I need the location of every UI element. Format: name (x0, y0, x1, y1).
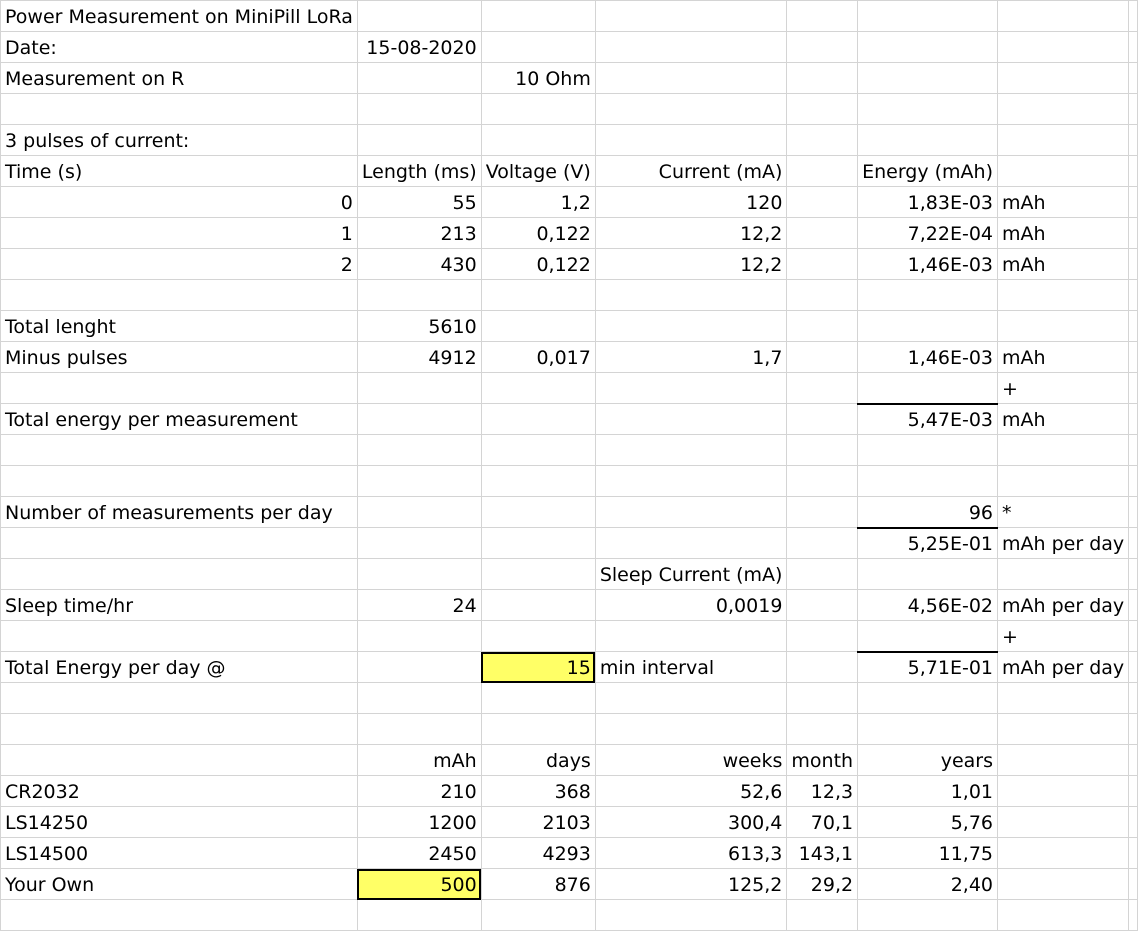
cell[interactable] (481, 311, 595, 342)
cell[interactable] (787, 156, 858, 187)
pulse-current-cell[interactable]: 12,2 (595, 249, 787, 280)
cell[interactable] (1129, 404, 1138, 435)
battery-name-cell[interactable]: LS14250 (1, 807, 358, 838)
pulse-length-cell[interactable]: 213 (357, 218, 481, 249)
cell[interactable] (357, 94, 481, 125)
battery-header-month-cell[interactable]: month (787, 745, 858, 776)
cell[interactable] (1129, 187, 1138, 218)
total-day-value-cell[interactable]: 5,71E-01 (858, 652, 998, 683)
battery-days-cell[interactable]: 876 (481, 869, 595, 900)
cell[interactable] (787, 714, 858, 745)
cell[interactable] (787, 497, 858, 528)
header-time-cell[interactable]: Time (s) (1, 156, 358, 187)
battery-name-cell[interactable]: CR2032 (1, 776, 358, 807)
cell[interactable] (357, 435, 481, 466)
cell[interactable] (595, 373, 787, 404)
cell[interactable] (357, 373, 481, 404)
cell[interactable] (998, 683, 1129, 714)
cell[interactable] (1129, 125, 1138, 156)
sheet-row (1, 1, 1138, 32)
sheet-row (1, 342, 1138, 373)
cell[interactable] (357, 621, 481, 652)
cell[interactable] (1, 621, 358, 652)
cell[interactable] (1129, 745, 1138, 776)
minus-pulses-current-cell[interactable]: 1,7 (595, 342, 787, 373)
pulse-energy-cell[interactable]: 1,83E-03 (858, 187, 998, 218)
cell[interactable] (1129, 342, 1138, 373)
cell[interactable] (998, 280, 1129, 311)
cell[interactable] (595, 94, 787, 125)
cell[interactable] (998, 714, 1129, 745)
cell[interactable] (357, 466, 481, 497)
cell[interactable] (787, 528, 858, 559)
cell[interactable] (787, 63, 858, 94)
battery-mah-cell[interactable]: 210 (357, 776, 481, 807)
cell[interactable] (787, 652, 858, 683)
cell[interactable] (858, 435, 998, 466)
cell[interactable] (595, 466, 787, 497)
cell[interactable] (787, 249, 858, 280)
battery-days-cell[interactable]: 2103 (481, 807, 595, 838)
cell[interactable] (481, 497, 595, 528)
pulse-voltage-cell[interactable]: 0,122 (481, 249, 595, 280)
cell[interactable] (998, 466, 1129, 497)
header-voltage-cell[interactable]: Voltage (V) (481, 156, 595, 187)
battery-years-cell[interactable]: 2,40 (858, 869, 998, 900)
sheet-row (1, 497, 1138, 528)
sheet-row (1, 280, 1138, 311)
battery-month-cell[interactable]: 70,1 (787, 807, 858, 838)
cell[interactable] (787, 373, 858, 404)
cell[interactable] (998, 559, 1129, 590)
cell[interactable] (595, 528, 787, 559)
cell[interactable] (357, 497, 481, 528)
table-row (1, 187, 1138, 218)
energy-per-day-value-cell[interactable]: 5,25E-01 (858, 528, 998, 559)
battery-years-cell[interactable]: 11,75 (858, 838, 998, 869)
cell[interactable] (787, 621, 858, 652)
cell[interactable] (787, 32, 858, 63)
cell[interactable] (858, 900, 998, 931)
plus-sign-cell[interactable]: + (998, 373, 1129, 404)
cell[interactable] (1129, 63, 1138, 94)
cell[interactable] (1129, 838, 1138, 869)
cell[interactable] (1, 714, 358, 745)
cell[interactable] (595, 125, 787, 156)
battery-weeks-cell[interactable]: 125,2 (595, 869, 787, 900)
pulse-voltage-cell[interactable]: 0,122 (481, 218, 595, 249)
total-length-value-cell[interactable]: 5610 (357, 311, 481, 342)
battery-years-cell[interactable]: 1,01 (858, 776, 998, 807)
header-current-cell[interactable]: Current (mA) (595, 156, 787, 187)
pulse-time-cell[interactable]: 0 (1, 187, 358, 218)
pulse-current-cell[interactable]: 120 (595, 187, 787, 218)
date-value-cell[interactable]: 15-08-2020 (357, 32, 481, 63)
cell[interactable] (1129, 776, 1138, 807)
cell[interactable] (595, 900, 787, 931)
minus-pulses-energy-cell[interactable]: 1,46E-03 (858, 342, 998, 373)
cell[interactable] (481, 466, 595, 497)
sheet-row (1, 714, 1138, 745)
cell[interactable] (998, 32, 1129, 63)
cell[interactable] (998, 807, 1129, 838)
total-energy-unit-cell[interactable]: mAh (998, 404, 1129, 435)
energy-per-day-unit-cell[interactable]: mAh per day (998, 528, 1129, 559)
battery-month-cell[interactable]: 12,3 (787, 776, 858, 807)
cell[interactable] (858, 559, 998, 590)
cell[interactable] (357, 404, 481, 435)
sheet-row (1, 528, 1138, 559)
cell[interactable] (858, 466, 998, 497)
battery-years-cell[interactable]: 5,76 (858, 807, 998, 838)
cell[interactable] (357, 63, 481, 94)
total-length-label-cell[interactable]: Total lenght (1, 311, 358, 342)
plus-sign-cell[interactable]: + (998, 621, 1129, 652)
cell[interactable] (998, 156, 1129, 187)
cell[interactable] (595, 404, 787, 435)
cell[interactable] (998, 125, 1129, 156)
cell[interactable] (595, 497, 787, 528)
cell[interactable] (595, 621, 787, 652)
pulse-length-cell[interactable]: 430 (357, 249, 481, 280)
cell[interactable] (858, 94, 998, 125)
total-energy-value-cell[interactable]: 5,47E-03 (858, 404, 998, 435)
pulse-time-cell[interactable]: 2 (1, 249, 358, 280)
cell[interactable] (1129, 497, 1138, 528)
cell[interactable] (1129, 32, 1138, 63)
sheet-row (1, 373, 1138, 404)
table-row (1, 218, 1138, 249)
sheet-row (1, 63, 1138, 94)
sum-line-cell[interactable] (858, 621, 998, 652)
cell[interactable] (595, 32, 787, 63)
battery-mah-cell[interactable]: 1200 (357, 807, 481, 838)
cell[interactable] (998, 94, 1129, 125)
cell[interactable] (1, 745, 358, 776)
battery-header-mah-cell[interactable]: mAh (357, 745, 481, 776)
measurements-value-cell[interactable]: 96 (858, 497, 998, 528)
cell[interactable] (858, 1, 998, 32)
battery-days-cell[interactable]: 4293 (481, 838, 595, 869)
cell[interactable] (481, 435, 595, 466)
cell[interactable] (787, 94, 858, 125)
cell[interactable] (1129, 311, 1138, 342)
cell[interactable] (787, 590, 858, 621)
cell[interactable] (998, 311, 1129, 342)
cell[interactable] (357, 559, 481, 590)
cell[interactable] (1129, 435, 1138, 466)
cell[interactable] (1129, 249, 1138, 280)
total-day-label-cell[interactable]: Total Energy per day @ (1, 652, 358, 683)
cell[interactable] (481, 621, 595, 652)
cell[interactable] (595, 683, 787, 714)
cell[interactable] (1129, 373, 1138, 404)
table-row (1, 838, 1138, 869)
battery-weeks-cell[interactable]: 613,3 (595, 838, 787, 869)
sheet-row (1, 435, 1138, 466)
cell[interactable] (787, 218, 858, 249)
pulse-unit-cell[interactable]: mAh (998, 249, 1129, 280)
cell[interactable] (1129, 466, 1138, 497)
times-sign-cell[interactable]: * (998, 497, 1129, 528)
table-row (1, 776, 1138, 807)
cell[interactable] (595, 63, 787, 94)
battery-header-years-cell[interactable]: years (858, 745, 998, 776)
cell[interactable] (787, 683, 858, 714)
measurements-label-cell[interactable]: Number of measurements per day (1, 497, 358, 528)
cell[interactable] (858, 63, 998, 94)
battery-month-cell[interactable]: 143,1 (787, 838, 858, 869)
measurement-label-cell[interactable]: Measurement on R (1, 63, 358, 94)
cell[interactable] (481, 900, 595, 931)
cell[interactable] (481, 683, 595, 714)
cell[interactable] (998, 869, 1129, 900)
cell[interactable] (595, 714, 787, 745)
cell[interactable] (1129, 156, 1138, 187)
cell[interactable] (1129, 559, 1138, 590)
battery-month-cell[interactable]: 29,2 (787, 869, 858, 900)
battery-weeks-cell[interactable]: 52,6 (595, 776, 787, 807)
battery-mah-cell[interactable]: 2450 (357, 838, 481, 869)
cell[interactable] (787, 280, 858, 311)
cell[interactable] (1, 466, 358, 497)
sleep-current-label-cell[interactable]: Sleep Current (mA) (595, 559, 787, 590)
cell[interactable] (858, 125, 998, 156)
cell[interactable] (1129, 280, 1138, 311)
cell[interactable] (787, 404, 858, 435)
cell[interactable] (357, 900, 481, 931)
cell[interactable] (481, 404, 595, 435)
battery-days-cell[interactable]: 368 (481, 776, 595, 807)
cell[interactable] (595, 280, 787, 311)
cell[interactable] (858, 714, 998, 745)
total-energy-label-cell[interactable]: Total energy per measurement (1, 404, 358, 435)
cell[interactable] (481, 32, 595, 63)
sheet-row (1, 900, 1138, 931)
cell[interactable] (357, 280, 481, 311)
cell[interactable] (481, 528, 595, 559)
sheet-row (1, 94, 1138, 125)
header-energy-cell[interactable]: Energy (mAh) (858, 156, 998, 187)
cell[interactable] (357, 125, 481, 156)
battery-weeks-cell[interactable]: 300,4 (595, 807, 787, 838)
sheet-row (1, 311, 1138, 342)
cell[interactable] (1, 683, 358, 714)
minus-pulses-voltage-cell[interactable]: 0,017 (481, 342, 595, 373)
cell[interactable] (1129, 590, 1138, 621)
sheet-row (1, 621, 1138, 652)
battery-header-weeks-cell[interactable]: weeks (595, 745, 787, 776)
cell[interactable] (787, 342, 858, 373)
pulse-unit-cell[interactable]: mAh (998, 218, 1129, 249)
header-length-cell[interactable]: Length (ms) (357, 156, 481, 187)
sheet-row (1, 32, 1138, 63)
cell[interactable] (787, 435, 858, 466)
date-label-cell[interactable]: Date: (1, 32, 358, 63)
sleep-energy-unit-cell[interactable]: mAh per day (998, 590, 1129, 621)
cell[interactable] (1129, 807, 1138, 838)
cell[interactable] (858, 280, 998, 311)
cell[interactable] (1129, 94, 1138, 125)
sheet-row (1, 652, 1138, 683)
cell[interactable] (787, 187, 858, 218)
cell[interactable] (481, 714, 595, 745)
interval-unit-cell[interactable]: min interval (595, 652, 787, 683)
cell[interactable] (998, 745, 1129, 776)
cell[interactable] (1, 373, 358, 404)
cell[interactable] (595, 311, 787, 342)
sheet-title-cell[interactable]: Power Measurement on MiniPill LoRa (1, 1, 358, 32)
cell[interactable] (1, 435, 358, 466)
cell[interactable] (1129, 621, 1138, 652)
cell[interactable] (787, 900, 858, 931)
cell[interactable] (1129, 218, 1138, 249)
cell[interactable] (787, 125, 858, 156)
minus-pulses-unit-cell[interactable]: mAh (998, 342, 1129, 373)
pulse-unit-cell[interactable]: mAh (998, 187, 1129, 218)
sheet-row (1, 125, 1138, 156)
cell[interactable] (858, 683, 998, 714)
cell[interactable] (998, 435, 1129, 466)
cell[interactable] (595, 1, 787, 32)
cell[interactable] (357, 652, 481, 683)
table-row (1, 807, 1138, 838)
cell[interactable] (1129, 714, 1138, 745)
cell[interactable] (357, 528, 481, 559)
battery-name-cell[interactable]: Your Own (1, 869, 358, 900)
pulse-voltage-cell[interactable]: 1,2 (481, 187, 595, 218)
your-own-mah-input-cell[interactable]: 500 (357, 869, 481, 900)
pulse-current-cell[interactable]: 12,2 (595, 218, 787, 249)
cell[interactable] (858, 311, 998, 342)
cell[interactable] (787, 1, 858, 32)
cell[interactable] (998, 1, 1129, 32)
cell[interactable] (998, 63, 1129, 94)
cell[interactable] (481, 280, 595, 311)
cell[interactable] (787, 466, 858, 497)
cell[interactable] (595, 435, 787, 466)
cell[interactable] (1, 559, 358, 590)
cell[interactable] (481, 94, 595, 125)
cell[interactable] (1129, 652, 1138, 683)
cell[interactable] (1, 94, 358, 125)
sheet-row (1, 745, 1138, 776)
cell[interactable] (787, 311, 858, 342)
interval-input-cell[interactable]: 15 (481, 652, 595, 683)
table-row (1, 249, 1138, 280)
measurement-value-cell[interactable]: 10 Ohm (481, 63, 595, 94)
sheet-row (1, 683, 1138, 714)
pulse-energy-cell[interactable]: 7,22E-04 (858, 218, 998, 249)
cell[interactable] (787, 559, 858, 590)
cell[interactable] (1, 280, 358, 311)
sheet-row (1, 559, 1138, 590)
cell[interactable] (998, 776, 1129, 807)
cell[interactable] (481, 590, 595, 621)
sheet-row (1, 404, 1138, 435)
total-day-unit-cell[interactable]: mAh per day (998, 652, 1129, 683)
cell[interactable] (481, 1, 595, 32)
pulses-label-cell[interactable]: 3 pulses of current: (1, 125, 358, 156)
table-row (1, 869, 1138, 900)
battery-header-days-cell[interactable]: days (481, 745, 595, 776)
cell[interactable] (1129, 528, 1138, 559)
battery-name-cell[interactable]: LS14500 (1, 838, 358, 869)
sum-line-cell[interactable] (858, 373, 998, 404)
cell[interactable] (357, 683, 481, 714)
sheet-row (1, 466, 1138, 497)
cell[interactable] (481, 125, 595, 156)
pulse-length-cell[interactable]: 55 (357, 187, 481, 218)
cell[interactable] (1, 900, 358, 931)
cell[interactable] (1, 528, 358, 559)
pulse-energy-cell[interactable]: 1,46E-03 (858, 249, 998, 280)
sleep-time-label-cell[interactable]: Sleep time/hr (1, 590, 358, 621)
sheet-row (1, 590, 1138, 621)
cell[interactable] (481, 373, 595, 404)
cell[interactable] (998, 838, 1129, 869)
cell[interactable] (1129, 683, 1138, 714)
sleep-energy-value-cell[interactable]: 4,56E-02 (858, 590, 998, 621)
sheet-row (1, 156, 1138, 187)
cell[interactable] (1129, 869, 1138, 900)
sleep-time-value-cell[interactable]: 24 (357, 590, 481, 621)
cell[interactable] (481, 559, 595, 590)
cell[interactable] (1129, 900, 1138, 931)
pulse-time-cell[interactable]: 1 (1, 218, 358, 249)
sleep-current-value-cell[interactable]: 0,0019 (595, 590, 787, 621)
cell[interactable] (998, 900, 1129, 931)
cell[interactable] (1129, 1, 1138, 32)
cell[interactable] (357, 1, 481, 32)
minus-pulses-label-cell[interactable]: Minus pulses (1, 342, 358, 373)
cell[interactable] (858, 32, 998, 63)
cell[interactable] (357, 714, 481, 745)
minus-pulses-length-cell[interactable]: 4912 (357, 342, 481, 373)
